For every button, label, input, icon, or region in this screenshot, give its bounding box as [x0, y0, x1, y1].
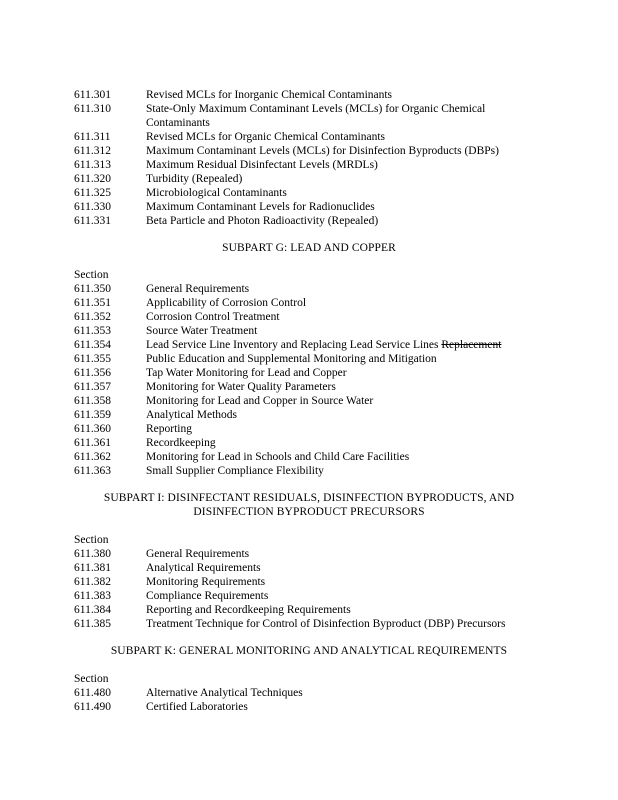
section-number: 611.320: [74, 173, 111, 185]
section-title: Analytical Requirements: [146, 562, 261, 574]
section-title: Analytical Methods: [146, 409, 238, 421]
section-title: Revised MCLs for Inorganic Chemical Contaminants: [146, 89, 393, 101]
section-title: Small Supplier Compliance Flexibility: [146, 465, 324, 477]
section-title-with-strike: [146, 338, 541, 352]
section-title: Monitoring for Water Quality Parameters: [146, 381, 336, 393]
section-title: Reporting: [146, 423, 192, 435]
section-title: Microbiological Contaminants: [146, 187, 287, 199]
section-number: 611.330: [74, 201, 111, 213]
subpart-i-heading-line2: DISINFECTION BYPRODUCT PRECURSORS: [193, 506, 425, 518]
section-title-text: Lead Service Line Inventory and Replacing Lead Service Lines: [146, 339, 439, 351]
section-title: General Requirements: [146, 548, 250, 560]
section-number: 611.381: [74, 562, 111, 574]
section-number: 611.359: [74, 409, 111, 421]
section-title: Compliance Requirements: [146, 590, 269, 602]
section-number: 611.325: [74, 187, 111, 199]
section-number: 611.310: [74, 103, 111, 115]
section-number: 611.490: [74, 701, 111, 713]
section-number: 611.312: [74, 145, 111, 157]
section-number: 611.383: [74, 590, 111, 602]
section-title: Turbidity (Repealed): [146, 173, 243, 185]
section-number: 611.363: [74, 465, 111, 477]
section-title: Monitoring for Lead in Schools and Child Care Facilities: [146, 451, 410, 463]
section-title: Treatment Technique for Control of Disinfection Byproduct (DBP) Precursors: [146, 618, 506, 630]
section-number: 611.384: [74, 604, 111, 616]
section-number: 611.357: [74, 381, 111, 393]
section-number: 611.331: [74, 215, 111, 227]
section-number: 611.382: [74, 576, 111, 588]
section-number: 611.355: [74, 353, 111, 365]
section-title: Tap Water Monitoring for Lead and Copper: [146, 367, 347, 379]
section-number: 611.385: [74, 618, 111, 630]
section-number: 611.380: [74, 548, 111, 560]
section-number: 611.360: [74, 423, 111, 435]
section-title: State-Only Maximum Contaminant Levels (MCLs) for Organic Chemical Contaminants: [146, 103, 486, 129]
section-title: General Requirements: [146, 283, 250, 295]
section-title: Reporting and Recordkeeping Requirements: [146, 604, 351, 616]
section-title: Public Education and Supplemental Monitoring and Mitigation: [146, 353, 437, 365]
section-title: Corrosion Control Treatment: [146, 311, 280, 323]
section-number: 611.361: [74, 437, 111, 449]
section-title: Maximum Contaminant Levels (MCLs) for Disinfection Byproducts (DBPs): [146, 145, 499, 157]
section-number: 611.356: [74, 367, 111, 379]
section-title: Maximum Residual Disinfectant Levels (MRDLs): [146, 159, 378, 171]
section-title: Applicability of Corrosion Control: [146, 297, 307, 309]
section-number: 611.301: [74, 89, 111, 101]
section-number: 611.354: [74, 339, 111, 351]
struck-text: Replacement: [441, 339, 502, 351]
section-title: Alternative Analytical Techniques: [146, 687, 303, 699]
subpart-i-heading-line1: SUBPART I: DISINFECTANT RESIDUALS, DISINFECTION BYPRODUCTS, AND: [103, 492, 515, 504]
section-number: 611.353: [74, 325, 111, 337]
section-title: Beta Particle and Photon Radioactivity (Repealed): [146, 215, 379, 227]
section-number: 611.358: [74, 395, 111, 407]
section-label: Section: [74, 673, 109, 685]
section-title: Source Water Treatment: [146, 325, 258, 337]
section-title: Certified Laboratories: [146, 701, 248, 713]
section-title: Maximum Contaminant Levels for Radionuclides: [146, 201, 375, 213]
section-number: 611.362: [74, 451, 111, 463]
section-title: Recordkeeping: [146, 437, 216, 449]
section-title: Monitoring for Lead and Copper in Source Water: [146, 395, 374, 407]
section-label: Section: [74, 534, 109, 546]
section-title: Monitoring Requirements: [146, 576, 266, 588]
section-number: 611.480: [74, 687, 111, 699]
section-number: 611.352: [74, 311, 111, 323]
section-number: 611.350: [74, 283, 111, 295]
section-label: Section: [74, 269, 109, 281]
section-number: 611.313: [74, 159, 111, 171]
section-number: 611.351: [74, 297, 111, 309]
section-title: Revised MCLs for Organic Chemical Contaminants: [146, 131, 386, 143]
subpart-g-heading: SUBPART G: LEAD AND COPPER: [222, 242, 396, 254]
section-number: 611.311: [74, 131, 111, 143]
subpart-k-heading: SUBPART K: GENERAL MONITORING AND ANALYTICAL REQUIREMENTS: [110, 645, 508, 657]
